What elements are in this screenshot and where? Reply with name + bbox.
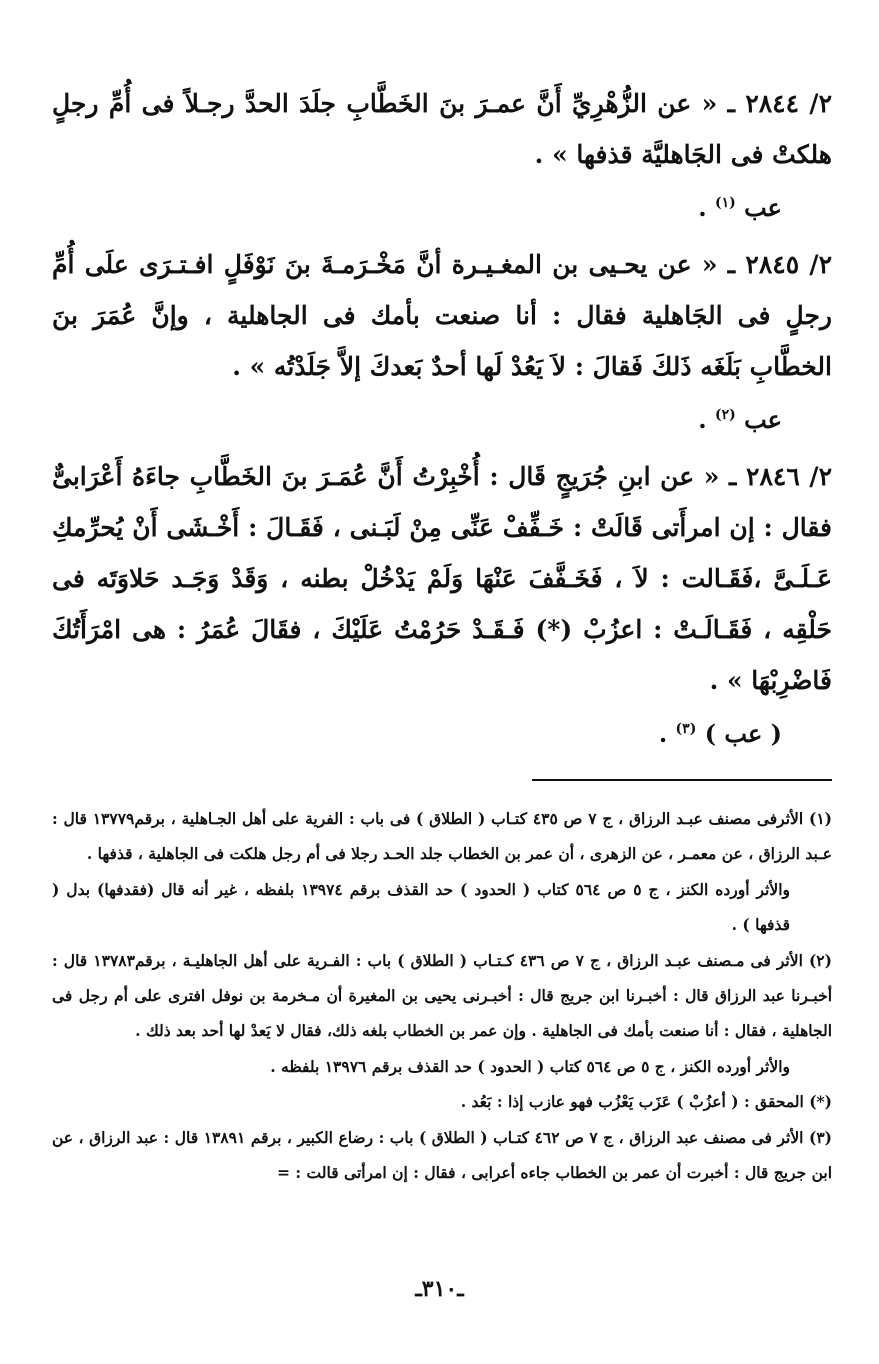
footnote-1-cont: والأثر أورده الكنز ، ج ٥ ص ٥٦٤ كتاب ( الحدود ) حد القذف برقم ١٣٩٧٤ بلفظه ، غير أنه قال (فقدفها) بدل ( قذفها ) .: [52, 879, 790, 935]
footnote-2-cont: والأثر أورده الكنز ، ج ٥ ص ٥٦٤ كتاب ( الحدود ) حد القذف برقم ١٣٩٧٦ بلفظه .: [270, 1056, 790, 1076]
source-abbrev: عب: [744, 405, 782, 434]
footnote-editor-note: (*) المحقق : ( أعزُبْ ) عَزَب يَعْزُب فهو عازب إذا : بَعُد .: [460, 1092, 832, 1112]
entry-source: [52, 392, 832, 443]
entry-text: ٢/ ٢٨٤٤ ـ « عن الزُّهْرِيِّ أَنَّ عمـرَ بنَ الخَطَّابِ جلَدَ الحدَّ رجـلاً فى أُمِّ رجلٍ هلكتْ فى الجَاهليَّة قذفها » .: [52, 89, 832, 169]
footnote-ref: (١): [714, 195, 736, 211]
footnotes: [52, 801, 832, 1190]
footnote-3: (٣) الأثر فى مصنف عبد الرزاق ، ج ٧ ص ٤٦٢ كتـاب ( الطلاق ) باب : رضاع الكبير ، برقم ١٣٨٩١ قال : عبد الرزاق ، عن ابن جريج قال : أخبرت أن عمر بن الخطاب جاءه أعرابى ، فقال : إن امرأتى قالت : =: [52, 1127, 833, 1183]
source-tail: .: [698, 405, 715, 434]
source-tail: .: [658, 719, 676, 748]
source-abbrev: عب: [744, 193, 782, 222]
footnote-2: (٢) الأثر فى مـصنف عبـد الرزاق ، ج ٧ ص ٤٣٦ كـتـاب ( الطلاق ) باب : الفـرية على أهل الجاهليـة ، برقم١٣٧٨٣ قال : أخبـرنا عبد الرزاق قال : أخبـرنا ابن جريج قال : أخبـرنى يحيى بن المغيرة أن مـخرمة بن نوفل افترى على أم رجل فى الجاهلية ، فقال : أنا صنعت بأمك فى الجاهلية . وإن عمر بن الخطاب بلغه ذلك، فقال لا يَعدْ لها أحد بعد ذلك .: [52, 950, 832, 1041]
footnote-divider: [532, 779, 832, 781]
source-tail: .: [698, 193, 715, 222]
entry-source: [52, 706, 832, 757]
footnote-ref: (٢): [714, 407, 736, 423]
entry-text: ٢/ ٢٨٤٦ ـ « عن ابنِ جُرَيجٍ قَال : أُخْبِرْتُ أَنَّ عُمَـرَ بنَ الخَطَّابِ جاءَهُ أَعْرَابىٌّ فقال : إن امرأَتى قَالَتْ : خَـفِّفْ عَنِّى مِنْ لَبَـنى ، فَقَـالَ : أَخْـشَى أَنْ يُحرِّمكِ عَـلَـىَّ ،فَقَـالت : لاَ ، فَخَـفَّفَ عَنْهَا وَلَمْ يَدْخُلْ بطنه ، وَقَدْ وَجَـد حَلاوَتَه فى حَلْقِه ، فَقَـالَـتْ : اعزُبْ (*) فَـقَـدْ حَرُمْتُ عَلَيْكَ ، فقَالَ عُمَرُ : هى امْرَأَتُكَ فَاضْرِبْهَا » .: [52, 462, 832, 695]
entry-text: ٢/ ٢٨٤٥ ـ « عن يحـيى بن المغـيـرة أنَّ مَخْـرَمـةَ بنَ نَوْفَلٍ افـتـرَى علَى أُمِّ رجلٍ فى الجَاهلية فقال : أنا صنعت بأمك فى الجاهلية ، وإنَّ عُمَرَ بنَ الخطَّابِ بَلَغَه ذَلكَ فَقالَ : لاَ يَعُدْ لَها أحدٌ بَعدكَ إلاَّ جَلَدْتُه » .: [52, 250, 833, 381]
hadith-entry-2845: [52, 239, 832, 443]
document-page: [52, 78, 832, 1190]
footnote-ref: (٣): [675, 721, 697, 737]
hadith-entry-2846: [52, 451, 832, 757]
footnote-1: (١) الأثرفى مصنف عبـد الرزاق ، ج ٧ ص ٤٣٥ كتـاب ( الطلاق ) فى باب : الفرية على أهل الجـاهلية ، برقم١٣٧٧٩ قال : عـبد الرزاق ، عن معمـر ، عن الزهرى ، أن عمر بن الخطاب جلد الحـد رجلا فى أم رجل هلكت فى الجاهلية ، قذفها .: [52, 809, 832, 864]
page-number: ـ٣١٠ـ: [415, 1276, 464, 1302]
entry-source: [52, 180, 832, 231]
source-abbrev: ( عب ): [704, 719, 782, 748]
hadith-entry-2844: [52, 78, 832, 231]
